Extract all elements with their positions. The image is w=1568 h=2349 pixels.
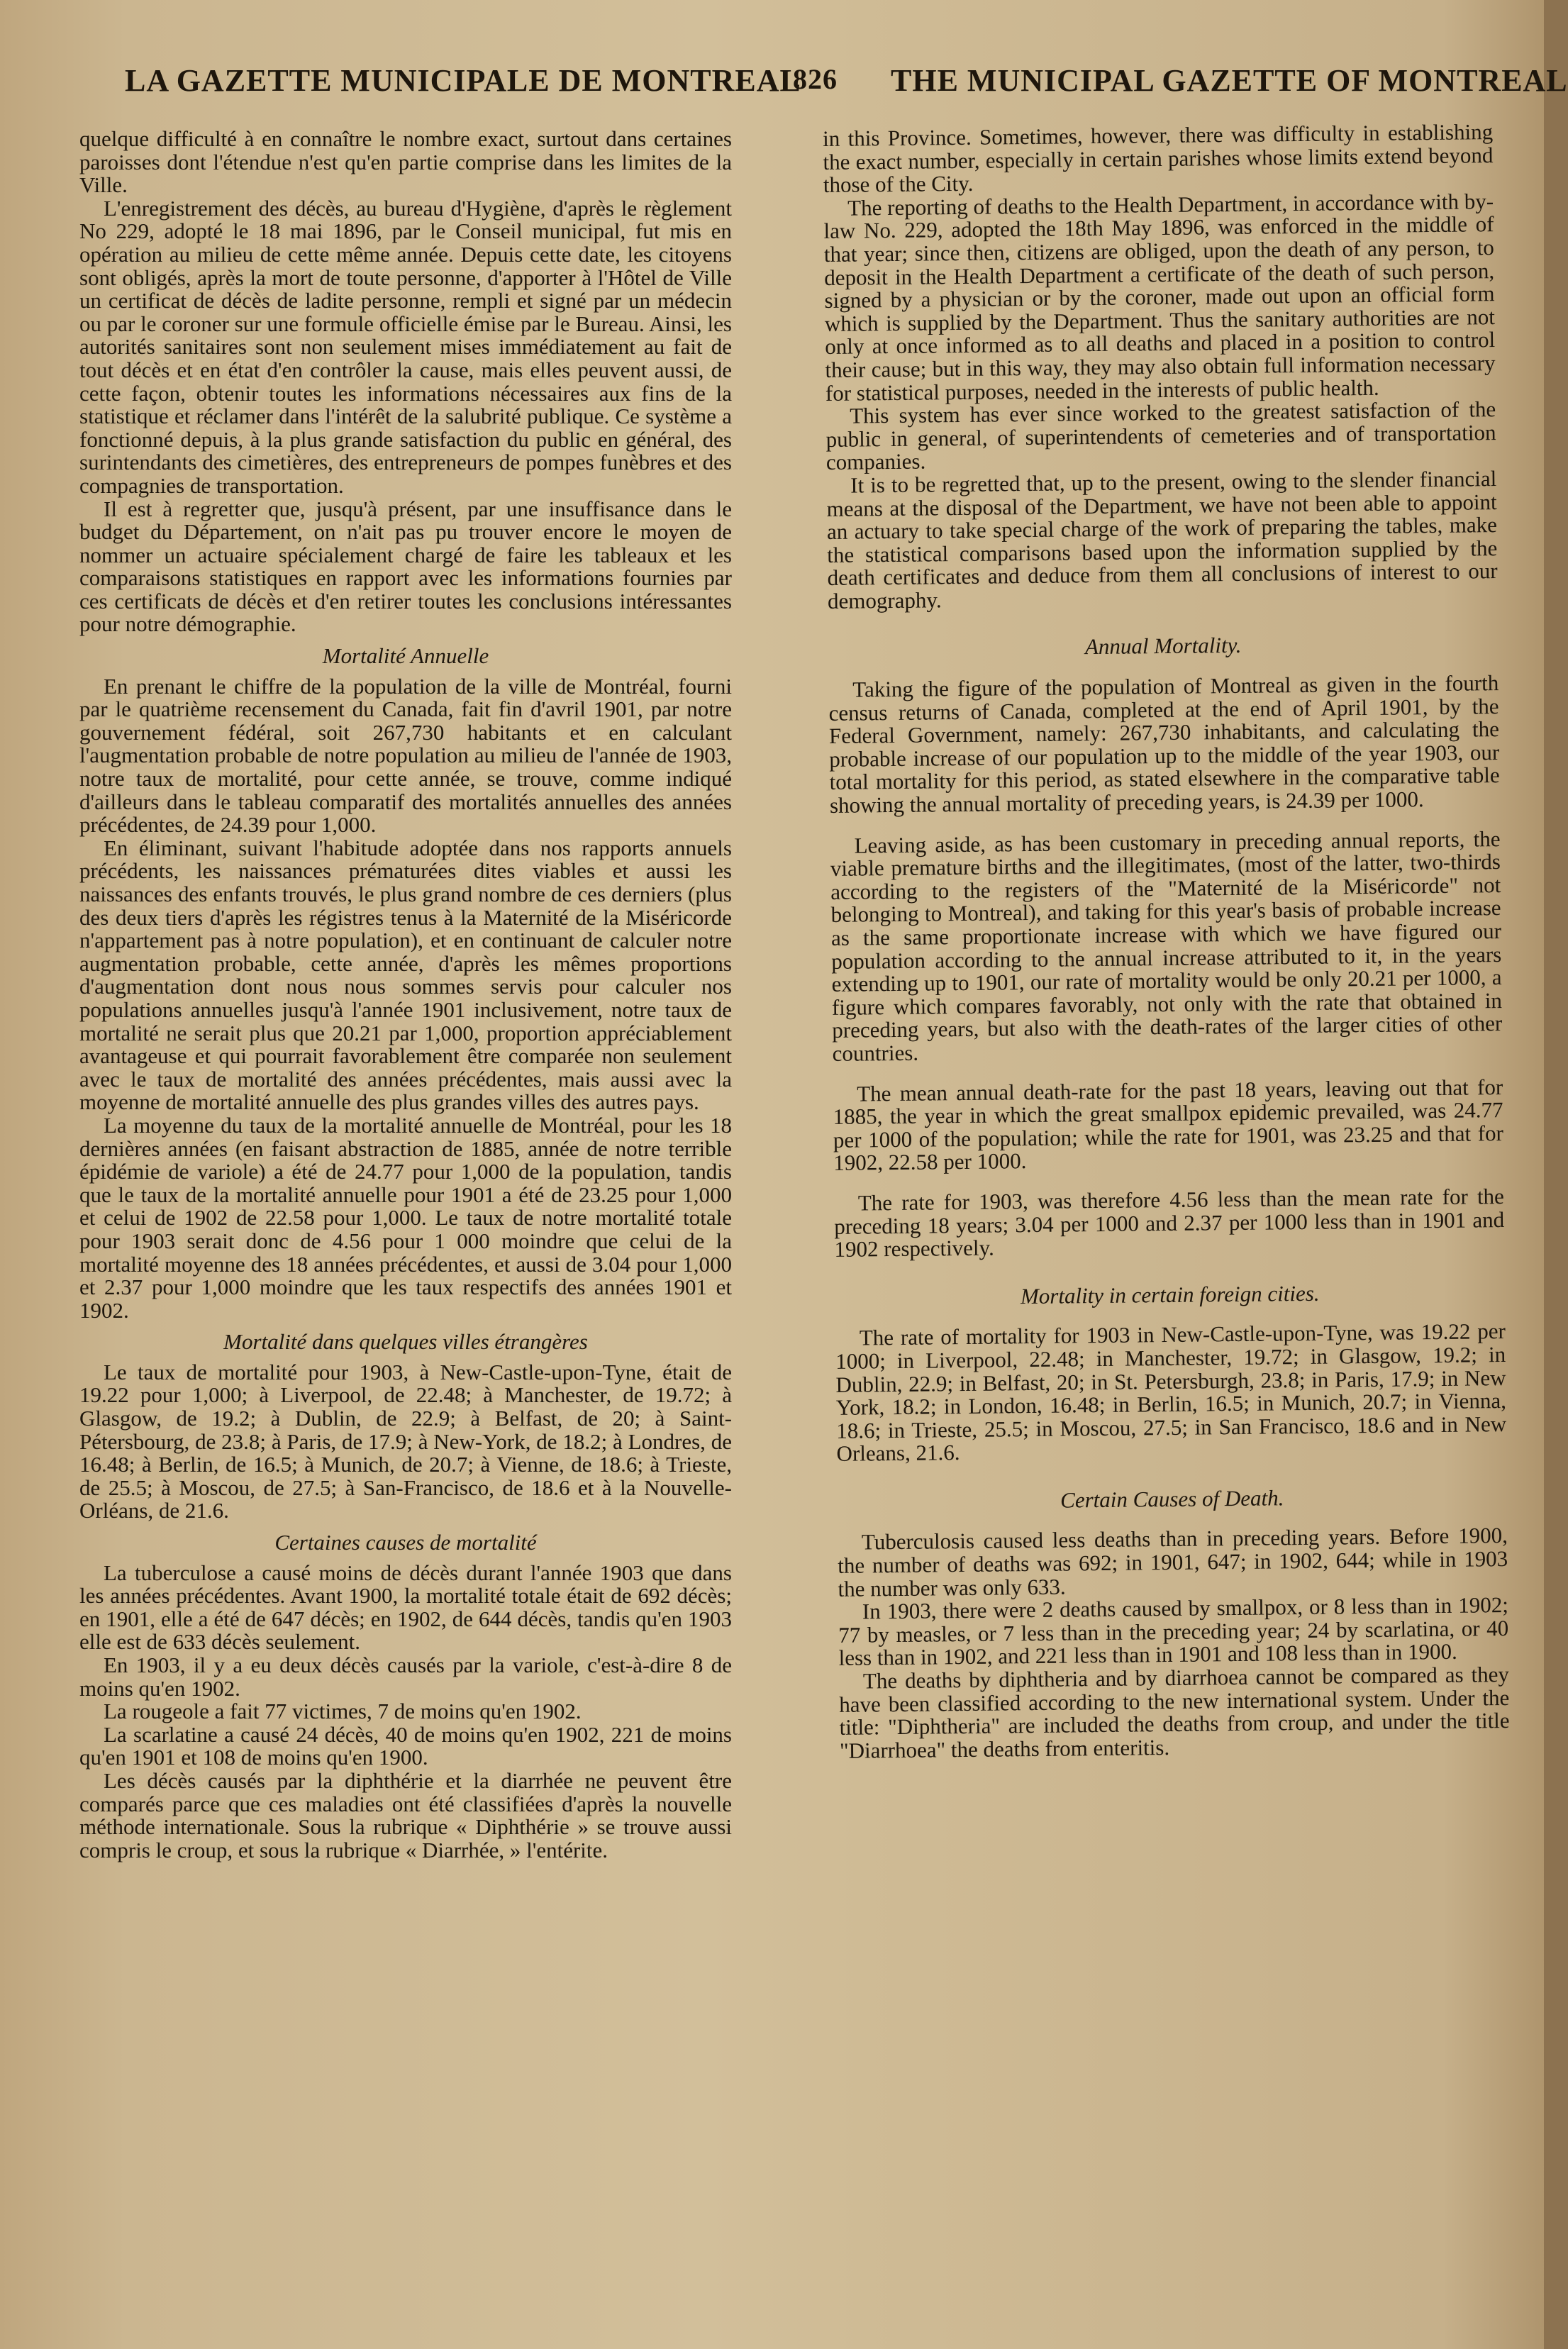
- paragraph: Il est à regretter que, jusqu'à présent, par une insuffisance dans le budget du Département, on n'ait pas pu trouver encore le moyen de nommer un actuaire spécialement chargé de faire les tableaux et les comparaisons statistiques en rapport avec les informations fournies par ces certificats de décès et d'en retirer toutes les conclusions intéressantes pour notre démographie.: [79, 496, 732, 637]
- section-heading: Annual Mortality.: [1084, 633, 1242, 660]
- paragraph: In 1903, there were 2 deaths caused by smallpox, or 8 less than in 1902; 77 by measles, or 7 less than in the preceding year; 24 by scarlatina, or 40 less than in 1902, and 221 less than in 1901 and 108 less than in 1900.: [838, 1592, 1509, 1671]
- section-heading: Mortalité Annuelle: [322, 643, 489, 669]
- paragraph: Le taux de mortalité pour 1903, à New-Castle-upon-Tyne, était de 19.22 pour 1,000; à Liverpool, de 22.48; à Manchester, de 19.72; à Glasgow, de 19.2; à Dublin, de 22.9; à Belfast, de 20; à Saint-Pétersbourg, de 23.8; à Paris, de 17.9; à New-York, de 18.2; à Londres, de 16.48; à Berlin, de 16.5; à Munich, de 20.7; à Vienne, de 18.6; à Trieste, de 25.5; à Moscou, de 27.5; à San-Francisco, de 18.6 et à la Nouvelle-Orléans, de 21.6.: [79, 1359, 732, 1523]
- page-edge: [1544, 0, 1568, 2349]
- paragraph: Leaving aside, as has been customary in preceding annual reports, the viable premature births and the illegitimates, (most of the latter, two-thirds according to the registers of the "Maternité de la Miséricorde" not belonging to Montreal), and taking for this year's basis of probable increase as the same proportionate increase with which we have figured our population according to the annual increase attributed to it, in the years extending up to 1901, our rate of mortality would be only 20.21 per 1000, a figure which compares favorably, not only with the rate that obtained in preceding years, but also with the death-rates of the larger cities of other countries.: [830, 826, 1503, 1066]
- paragraph: La scarlatine a causé 24 décès, 40 de moins qu'en 1902, 221 de moins qu'en 1901 et 108 de moins qu'en 1900.: [79, 1721, 732, 1770]
- paragraph: The rate for 1903, was therefore 4.56 less than the mean rate for the preceding 18 years; 3.04 per 1000 and 2.37 per 1000 less than in 1901 and 1902 respectively.: [834, 1183, 1505, 1262]
- paragraph: It is to be regretted that, up to the present, owing to the slender financial means at the disposal of the Department, we have not been able to appoint an actuary to take special charge of the work of preparing the tables, make the statistical comparisons based upon the information supplied by the death certificates and deduce from them all conclusions of interest to our demography.: [826, 465, 1498, 613]
- paragraph: En prenant le chiffre de la population de la ville de Montréal, fourni par le quatrième recensement du Canada, fait fin d'avril 1901, par notre gouvernement fédéral, soit 267,730 habitants et en calculant l'augmentation probable de notre population au milieu de l'année de 1903, notre taux de mortalité, pour cette année, se trouve, comme indiqué d'ailleurs dans le tableau comparatif des mortalités annuelles des années précédentes, de 24.39 pour 1,000.: [79, 673, 732, 838]
- section-heading: Certaines causes de mortalité: [274, 1530, 537, 1555]
- paragraph: The mean annual death-rate for the past 18 years, leaving out that for 1885, the year in which the great smallpox epidemic prevailed, was 24.77 per 1000 of the population; while the rate for 1901, was 23.25 and that for 1902, 22.58 per 1000.: [833, 1074, 1504, 1176]
- paragraph: Tuberculosis caused less deaths than in preceding years. Before 1900, the number of deaths was 692; in 1901, 647; in 1902, 644; while in 1903 the number was only 633.: [838, 1523, 1508, 1601]
- header-french-title: LA GAZETTE MUNICIPALE DE MONTREAL: [125, 63, 801, 98]
- paragraph: Les décès causés par la diphthérie et la diarrhée ne peuvent être comparés parce que ces maladies ont été classifiées d'après la nouvelle méthode internationale. Sous la rubrique « Diphthérie » se trouve aussi compris le croup, et sous la rubrique « Diarrhée, » l'entérite.: [79, 1767, 732, 1862]
- french-column: [79, 128, 732, 1862]
- paragraph: The reporting of deaths to the Health Department, in accordance with by-law No. 229, adopted the 18th May 1896, was enforced in the middle of that year; since then, citizens are obliged, upon the death of any person, to deposit in the Health Department a certificate of the death of such person, signed by a physician or by the coroner, made out upon an official form which is supplied by the Department. Thus the sanitary authorities are not only at once informed as to all deaths and placed in a position to control their cause; but in this way, they may also obtain full information necessary for statistical purposes, needed in the interests of public health.: [823, 188, 1496, 406]
- paragraph: La tuberculose a causé moins de décès durant l'année 1903 que dans les années précédentes. Avant 1900, la mortalité totale était de 692 décès; en 1901, elle a été de 647 décès; en 1902, de 644 décès, tandis qu'en 1903 elle est de 633 décès seulement.: [79, 1560, 732, 1655]
- header-english-title: THE MUNICIPAL GAZETTE OF MONTREAL: [891, 63, 1568, 98]
- paragraph: La rougeole a fait 77 victimes, 7 de moins qu'en 1902.: [104, 1699, 582, 1724]
- paragraph: La moyenne du taux de la mortalité annuelle de Montréal, pour les 18 dernières années (en faisant abstraction de 1885, année de notre terrible épidémie de variole) a été de 24.77 pour 1,000 de la population, tandis que le taux de la mortalité annuelle pour 1901 a été de 23.25 pour 1,000 et celui de 1902 de 22.58 pour 1,000. Le taux de notre mortalité totale pour 1903 serait donc de 4.56 pour 1 000 moindre que celui de la mortalité moyenne des 18 années précédentes, et aussi de 3.04 pour 1,000 et 2.37 pour 1,000 moindre que les taux respectifs des années 1901 et 1902.: [79, 1112, 732, 1323]
- paragraph: in this Province. Sometimes, however, there was difficulty in establishing the exact number, especially in certain parishes whose limits extend beyond those of the City.: [822, 119, 1494, 198]
- page-number: 826: [793, 63, 838, 95]
- paragraph: L'enregistrement des décès, au bureau d'Hygiène, d'après le règlement No 229, adopté le 18 mai 1896, par le Conseil municipal, fut mis en opération au milieu de cette même année. Depuis cette date, les citoyens sont obligés, après la mort de toute personne, d'apporter à l'Hôtel de Ville un certificat de décès de ladite personne, rempli et signé par un médecin ou par le coroner sur une formule officielle émise par le Bureau. Ainsi, les autorités sanitaires sont non seulement mises immédiatement au fait de tout décès et en état d'en contrôler la cause, mais elles peuvent aussi, de cette façon, obtenir toutes les informations nécessaires aux fins de la statistique et réclamer dans l'intérêt de la salubrité publique. Ce système a fonctionné depuis, à la plus grande satisfaction du public en général, des surintendants des cimetières, des entrepreneurs de pompes funèbres et des compagnies de transportation.: [79, 195, 732, 498]
- english-column: [823, 121, 1510, 1762]
- section-heading: Mortality in certain foreign cities.: [1020, 1280, 1320, 1309]
- paragraph: The rate of mortality for 1903 in New-Castle-upon-Tyne, was 19.22 per 1000; in Liverpool, 22.48; in Manchester, 19.72; in Glasgow, 19.2; in Dublin, 22.9; in Belfast, 20; in St. Petersburgh, 23.8; in Paris, 17.9; in New York, 18.2; in London, 16.48; in Berlin, 16.5; in Munich, 20.7; in Vienna, 18.6; in Trieste, 25.5; in Moscou, 27.5; in San Francisco, 18.6 and in New Orleans, 21.6.: [835, 1318, 1507, 1467]
- paragraph: This system has ever since worked to the greatest satisfaction of the public in general, of superintendents of cemeteries and of transportation companies.: [825, 396, 1496, 475]
- paragraph: En 1903, il y a eu deux décès causés par la variole, c'est-à-dire 8 de moins qu'en 1902.: [79, 1653, 732, 1701]
- paragraph: Taking the figure of the population of Montreal as given in the fourth census returns of Canada, completed at the end of April 1901, by the Federal Government, namely: 267,730 inhabitants, and calculating the probable increase of our population up to the middle of the year 1903, our total mortality for this period, as stated elsewhere in the comparative table showing the annual mortality of preceding years, is 24.39 per 1000.: [828, 670, 1500, 818]
- section-heading: Certain Causes of Death.: [1060, 1485, 1284, 1513]
- paragraph: quelque difficulté à en connaître le nombre exact, surtout dans certaines paroisses dont l'étendue n'est qu'en partie comprise dans les limites de la Ville.: [79, 126, 732, 198]
- paragraph: En éliminant, suivant l'habitude adoptée dans nos rapports annuels précédents, les naissances prématurées dites viables et aussi les naissances des enfants trouvés, le plus grand nombre de ces derniers (plus des deux tiers d'après les régistres tenus à la Maternité de la Miséricorde n'appartement pas à notre population), et en continuant de calculer notre augmentation probable, cette année, d'après les mêmes proportions d'augmentation dont nous nous sommes servis pour calculer nos populations annuelles jusqu'à l'année 1901 inclusivement, notre taux de mortalité ne serait plus que 20.21 par 1,000, proportion appréciablement avantageuse et qui pourrait favorablement être comparée non seulement avec le taux de mortalité des années précédentes, mais aussi avec la moyenne de mortalité annuelle des plus grandes villes des autres pays.: [79, 835, 732, 1115]
- section-heading: Mortalité dans quelques villes étrangères: [223, 1329, 588, 1355]
- paragraph: The deaths by diphtheria and by diarrhoea cannot be compared as they have been classified according to the new international system. Under the title: "Diphtheria" are included the deaths from croup, and under the title "Diarrhoea" the deaths from enteritis.: [839, 1662, 1510, 1763]
